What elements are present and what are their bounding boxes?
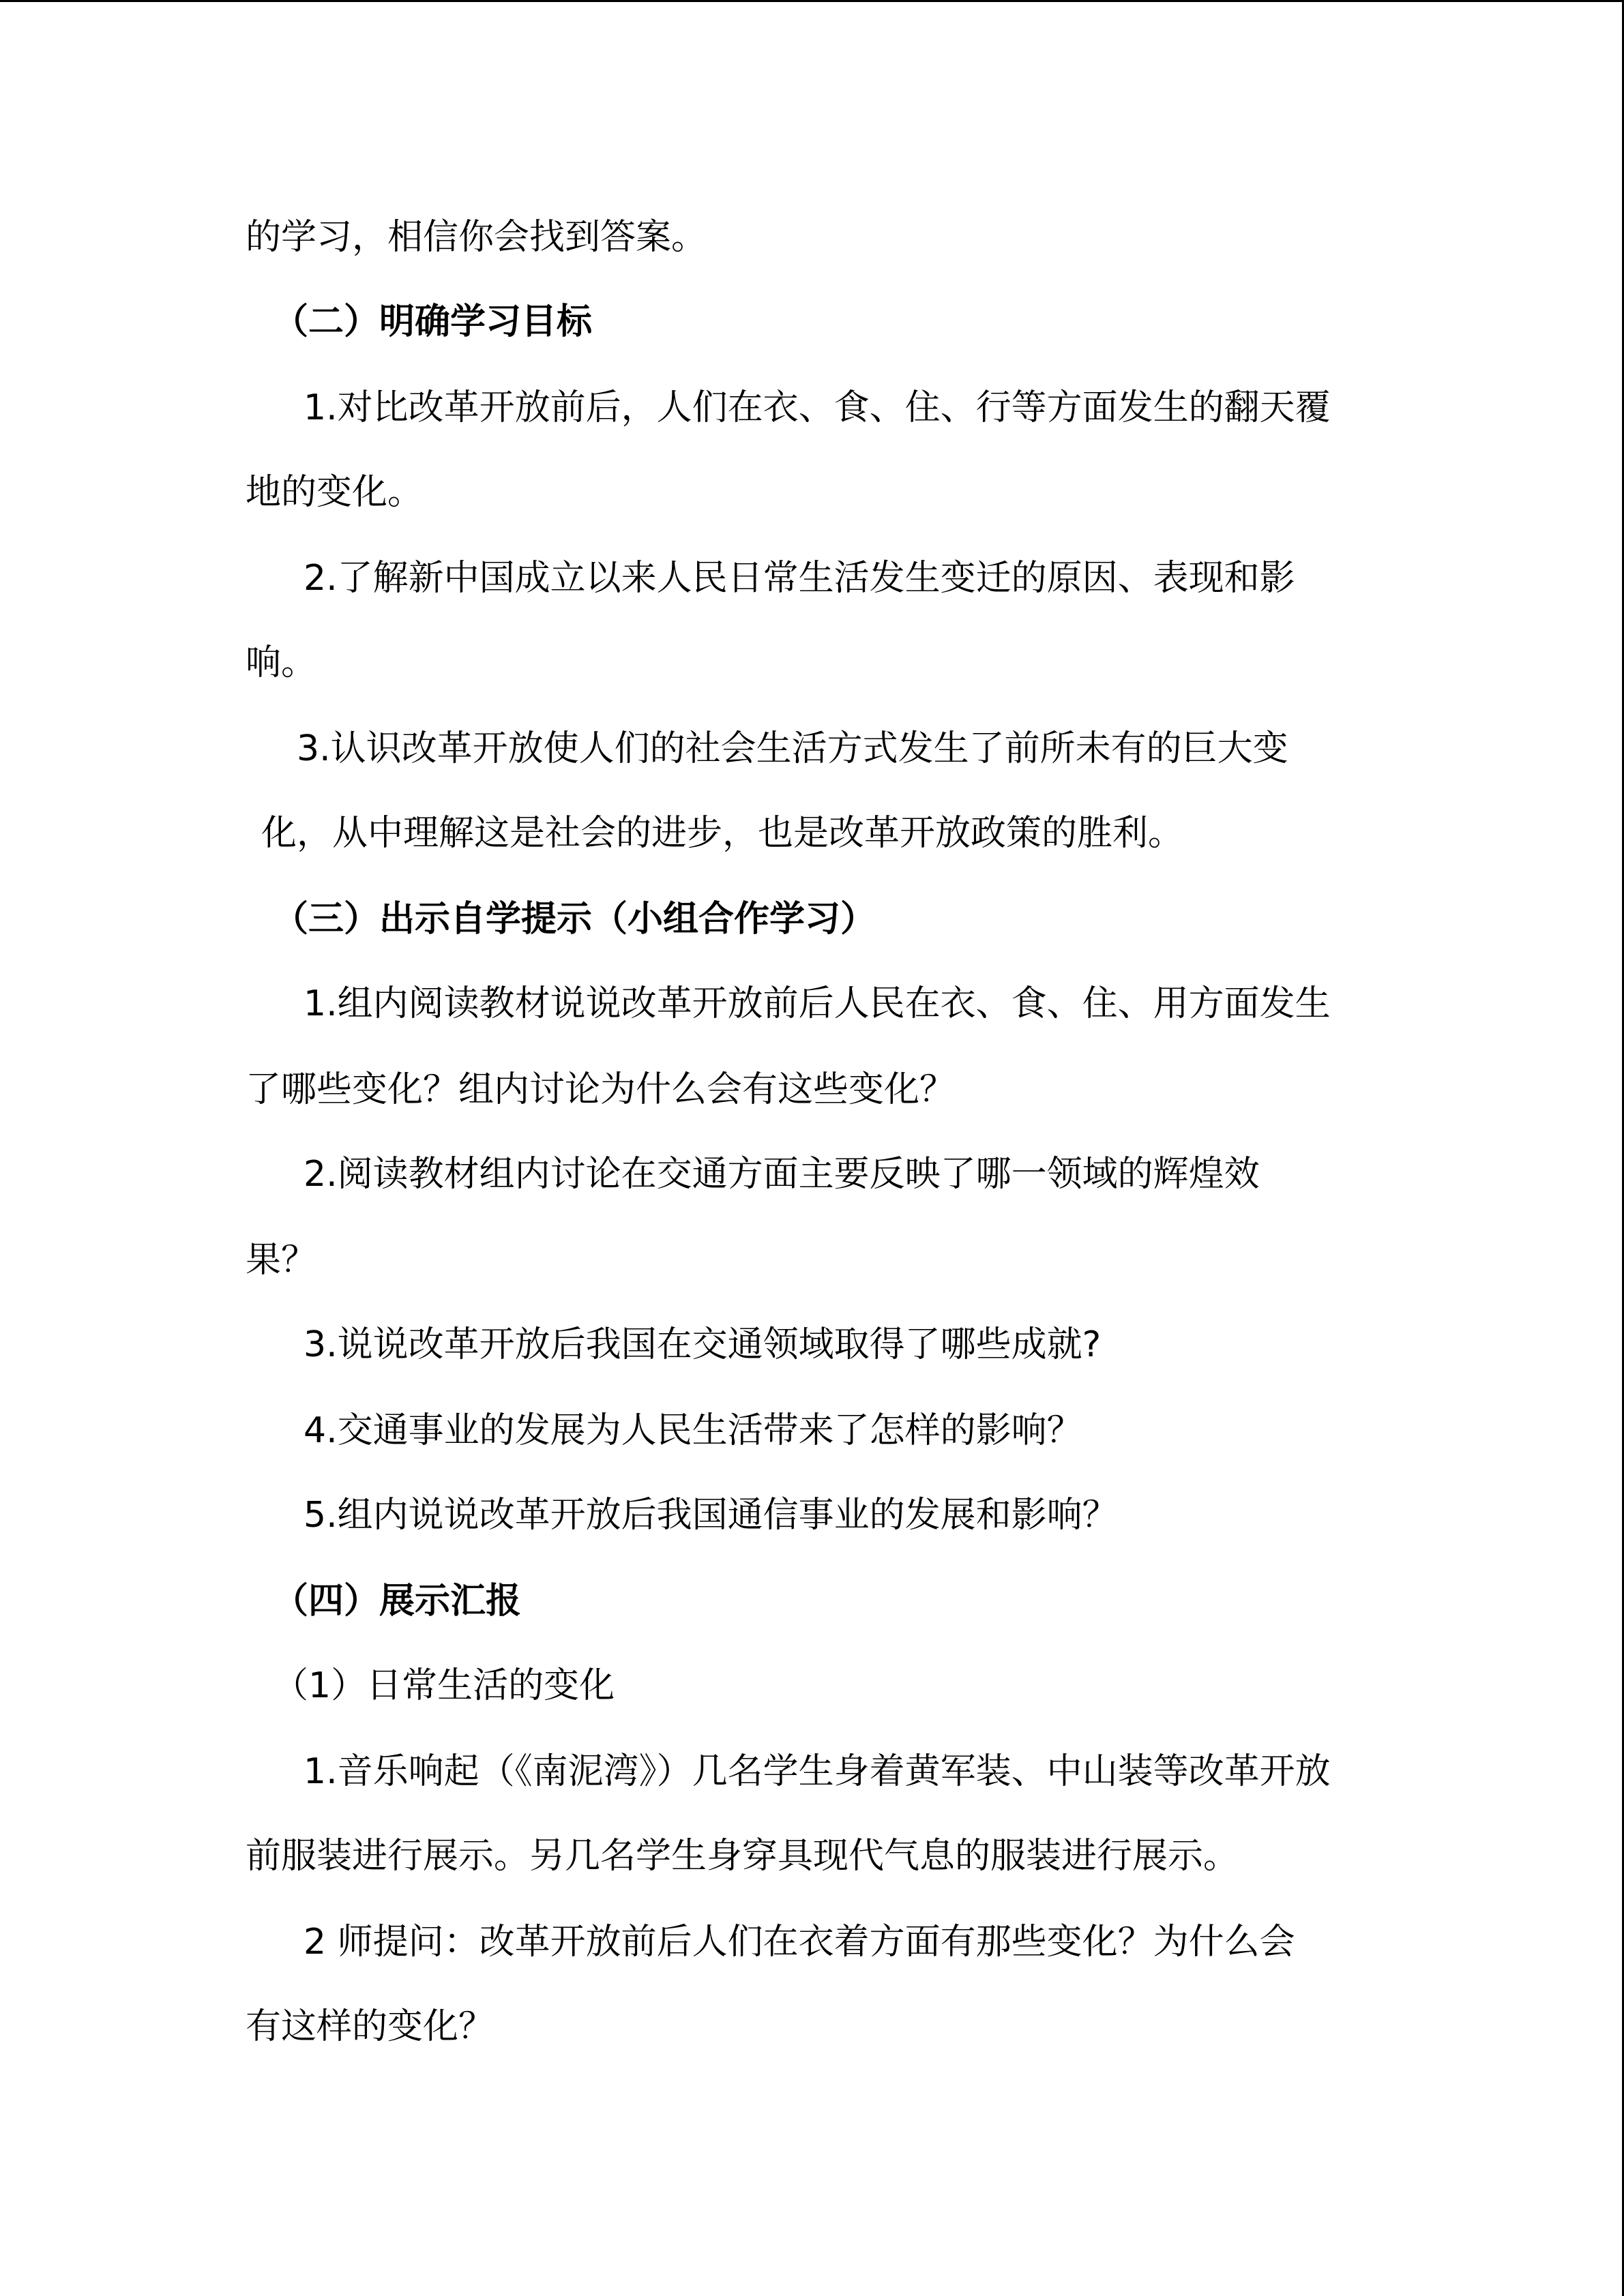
section-heading-4: （四）展示汇报 — [273, 1581, 522, 1622]
paragraph-line: 了哪些变化？组内讨论为什么会有这些变化？ — [246, 1069, 956, 1110]
paragraph-line: 2.了解新中国成立以来人民日常生活发生变迁的原因、表现和影 — [304, 558, 1295, 599]
subsection-heading: （1）日常生活的变化 — [273, 1665, 615, 1706]
paragraph-line: 4.交通事业的发展为人民生活带来了怎样的影响？ — [304, 1410, 1082, 1451]
paragraph-line: 1.音乐响起（《南泥湾》）几名学生身着黄军装、中山装等改革开放 — [304, 1751, 1331, 1792]
paragraph-line: 2.阅读教材组内讨论在交通方面主要反映了哪一领域的辉煌效 — [304, 1154, 1260, 1195]
paragraph-line: 地的变化。 — [246, 472, 424, 513]
paragraph-line: 5.组内说说改革开放后我国通信事业的发展和影响？ — [304, 1495, 1118, 1536]
paragraph-line: 前服装进行展示。另几名学生身穿具现代气息的服装进行展示。 — [246, 1836, 1239, 1877]
paragraph-line: 响。 — [246, 642, 317, 683]
paragraph-line: 的学习，相信你会找到答案。 — [246, 217, 707, 258]
paragraph-line: 2 师提问：改革开放前后人们在衣着方面有那些变化？为什么会 — [304, 1922, 1295, 1963]
page-border-top — [0, 0, 1624, 2]
paragraph-line: 3.认识改革开放使人们的社会生活方式发生了前所未有的巨大变 — [297, 728, 1288, 769]
paragraph-line: 有这样的变化？ — [246, 2006, 494, 2047]
paragraph-line: 果？ — [246, 1240, 317, 1281]
section-heading-2: （二）明确学习目标 — [273, 301, 593, 342]
paragraph-line: 3.说说改革开放后我国在交通领域取得了哪些成就? — [304, 1324, 1102, 1365]
section-heading-3: （三）出示自学提示（小组合作学习） — [273, 899, 876, 940]
paragraph-line: 化，从中理解这是社会的进步，也是改革开放政策的胜利。 — [261, 813, 1184, 854]
paragraph-line: 1.组内阅读教材说说改革开放前后人民在衣、食、住、用方面发生 — [304, 983, 1331, 1024]
paragraph-line: 1.对比改革开放前后，人们在衣、食、住、行等方面发生的翻天覆 — [304, 387, 1331, 428]
